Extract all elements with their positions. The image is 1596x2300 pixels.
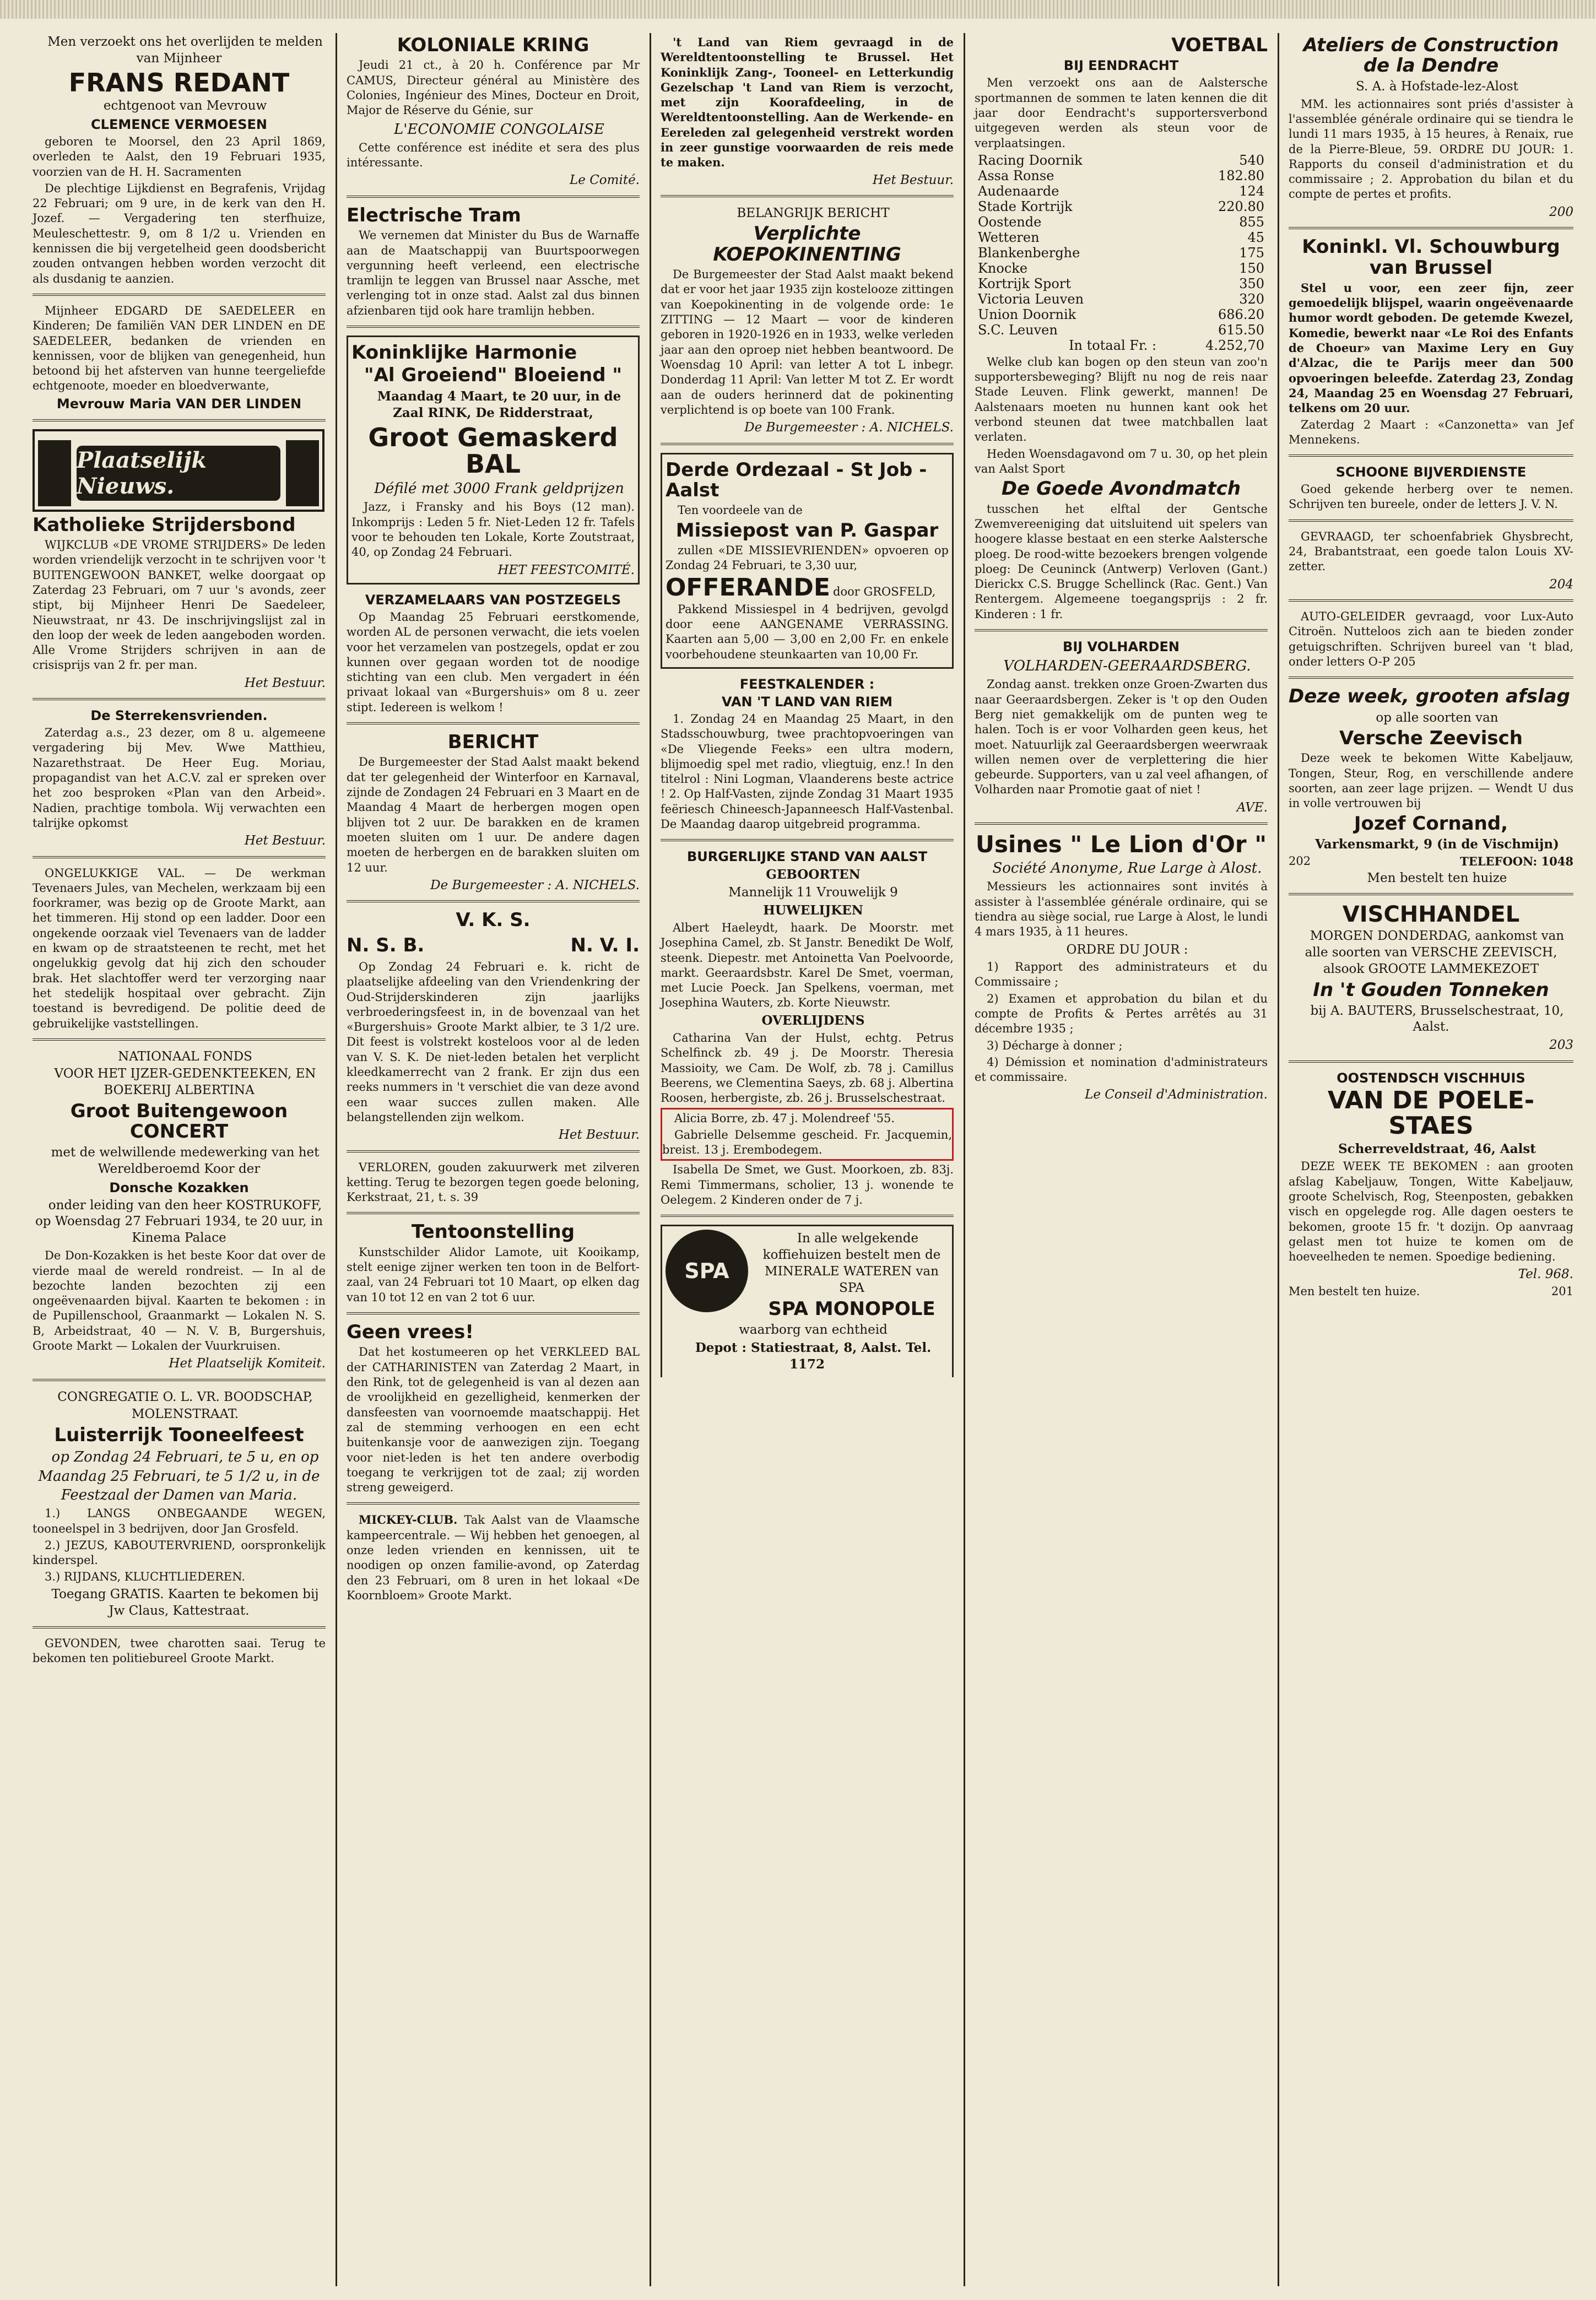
verloren-text: VERLOREN, gouden zakuurwerk met zilveren ketting. Terug te bezorgen tegen goede beloning, Kerkstraat, 21, t. s. 39 [347,1160,640,1204]
support-row [975,168,1268,183]
ateliers-title: Ateliers de Construction de la Dendre [1303,34,1559,77]
kring-topic: L'ECONOMIE CONGOLAISE [394,121,604,138]
volharden [975,639,1268,825]
hl-line: Alicia Borre, zb. 47 j. Molendreef '55. [674,1111,895,1125]
club-name: Union Doornik [978,306,1076,322]
spouse-line: echtgenoot van Mevrouw [103,99,267,113]
concert-sub: met de welwillende medewerking van het Wereldberoemd Koor der [51,1145,320,1176]
support-row [975,322,1268,338]
column-2 [339,33,647,2286]
total-row [975,338,1268,353]
riem-sig: Het Bestuur. [872,172,954,187]
volh-sub: VOLHARDEN-GEERAARDSBERG. [1003,658,1251,675]
vischhandel [1289,903,1573,1062]
vks-text: Op Zondag 24 Februari e. k. richt de plaatselijke afdeeling van den Vriendenkring der Oud-Strijderskinderen zijn jaarlijks verbroederingsfeest in, in de bovenzaal van het «Burgershuis» Groote Markt albier, te 3 1/2 ure. Dit feest is volstrekt kosteloos voor al de leden van V. S. K. De niet-leden betalen het verplicht kleedkamerrecht van 2 frank. Er zijn dus een reeks nummers in 't verschiet die van deze avond een waar succes zullen maken. Alle belangstellenden zijn welkom. [347,960,640,1124]
usines-item: 3) Décharge à donner ; [987,1038,1123,1052]
cornand-row [1289,854,1573,869]
tram-title: Electrische Tram [347,204,521,226]
kozakken-sub: onder leiding van den heer KOSTRUKOFF, op Woensdag 27 Februari 1934, te 20 uur, in Kinema Palace [35,1198,323,1246]
bericht-text: De Burgemeester der Stad Aalst maakt bekend dat ter gelegenheid der Winterfoor en Karnaval, zijnde de Zondagen 24 Februari en 3 Maart en de Maandag 4 Maart de herbergen mogen open blijven tot 2 uur. De barakken en de kramen moeten sluiten om 1 uur. De andere dagen moeten de herbergen en de barakken sluiten om 12 uur. [347,755,640,874]
koepok-sig: De Burgemeester : A. NICHELS. [744,420,954,435]
avond-text: Heden Woensdagavond om 7 u. 30, op het plein van Aalst Sport [975,447,1268,475]
club-name: Racing Doornik [978,152,1083,168]
feest-title: FEESTKALENDER : [739,676,875,692]
belang: BELANGRIJK BERICHT [737,206,890,221]
feest-text: 1. Zondag 24 en Maandag 25 Maart, in den Stadsschouwburg, twee prachtopvoeringen van «De Vliegende Feeks» een ultra modern, blijmoedig spel met radio, vliegtuig, enz.! In den titelrol : Nini Logman, Vlaanderens beste actrice ! 2. Op Half-Vasten, zijnde Zondag 31 Maart 1935 feëriesch Chineesch-Japanneesch Half-Vastenbal. De Maandag daarop uitgebreid programma. [661,712,954,831]
usines-text: Messieurs les actionnaires sont invités à assister à l'assemblée générale ordinaire, qui se tiendra au siège social, rue Large à Alost, le lundi 4 mars 1935, à 11 heures. [975,880,1268,939]
vks-sig: Het Bestuur. [558,1128,640,1143]
visch-title: Versche Zeevisch [1339,727,1523,749]
club-amount: 350 [1239,275,1264,291]
deceased-name: FRANS REDANT [68,67,290,98]
congr-2: MOLENSTRAAT. [131,1407,239,1422]
cornand-name: Jozef Cornand, [1354,812,1508,835]
concert-ad [33,1048,326,1381]
tooneel-item: 1.) LANGS ONBEGAANDE WEGEN, tooneelspel in 3 bedrijven, door Jan Grosfeld. [33,1507,326,1535]
club-name: Victoria Leuven [978,291,1084,307]
column-1 [25,33,333,2286]
tooneel-item: 2.) JEZUS, KABOUTERVRIEND, oorspronkelijk kinderspel. [33,1538,326,1567]
derde-title: Derde Ordezaal - St Job - Aalst [666,458,927,501]
tonneken: In 't Gouden Tonneken [1313,979,1549,1002]
missie-text: zullen «DE MISSIEVRIENDEN» opvoeren op Zondag 24 Februari, te 3,30 uur, [666,543,949,572]
column-4 [967,33,1275,2286]
sterrekensvrienden [33,708,326,858]
tram-text: We vernemen dat Minister du Bus de Warnaffe aan de Maatschappij van Buurtspoorwegen vergunning heeft verleend, een electrische tramlijn te leggen van Brussel naar Assche, met verlenging tot in onze stad. Aalst zal dus binnen afzienbaren tijd ook hare tramlijn hebben. [347,229,640,317]
harm-date: Maandag 4 Maart, te 20 uur, in de Zaal RINK, De Ridderstraat, [377,388,621,421]
kring-text: Jeudi 21 ct., à 20 h. Conférence par Mr CAMUS, Directeur général au Ministère des Colonies, Ingénieur des Mines, Docteur en Droit, Major de Réserve du Génie, sur [347,58,640,117]
ateliers-text: MM. les actionnaires sont priés d'assister à l'assemblée générale ordinaire qui se tiendra le lundi 11 mars 1935, à 15 heures, à Renaix, rue de la Pierre-Bleue, 59. ORDRE DU JOUR: 1. Rapports du conseil d'administration et du commissaire ; 2. Approbation du bilan et du compte de pertes et profits. [1289,97,1573,201]
derde-ordezaal [661,453,954,669]
kath-text: WIJKCLUB «DE VROME STRIJDERS» De leden worden vriendelijk verzocht in te schrijven voor 't BUITENGEWOON BANKET, welke doorgaat op Zaterdag 23 Februari, om 7 uur 's avonds, zeer stipt, bij Mijnheer Henri De Saedeleer, Nieuwstraat, nr 43. De inschrijvingslijst zal in den loop der week de leden aangeboden worden. Alle Vrome Strijders schrijven in aan de crisisprijs van 2 fr. per man. [33,538,326,672]
gevraagd-text: GEVRAAGD, ter schoenfabriek Ghysbrecht, 24, Brabantstraat, een goede talon Louis XV-zetter. [1289,529,1573,573]
spa-depot: Depot : Statiestraat, 8, Aalst. Tel. 1172 [695,1340,932,1372]
kath-sig: Het Bestuur. [244,675,326,690]
concert-title: Groot Buitengewoon CONCERT [70,1100,288,1143]
bal-text: Jazz, i Fransky and his Boys (12 man). Inkomprijs : Leden 5 fr. Niet-Leden 12 fr. Tafels voor te behouden ten Lokale, Korte Zoutstraat, 40, op Zondag 24 Februari. [351,500,635,559]
notice-intro: Men verzoekt ons het overlijden te melden van Mijnheer [47,35,323,66]
bal-sig: HET FEESTCOMITÉ. [497,562,635,577]
volh-title: BIJ VOLHARDEN [1063,639,1180,655]
overlijdens: OVERLIJDENS [761,1013,865,1028]
schouwburg [1289,237,1573,457]
volh-sig: AVE. [1236,800,1268,815]
bijverd-title: SCHOONE BIJVERDIENSTE [1335,464,1527,480]
feest-sub: VAN 'T LAND VAN RIEM [722,694,892,710]
concert-sig: Het Plaatselijk Komiteit. [169,1356,326,1371]
koepokinenting [661,205,954,445]
week-title: Deze week, grooten afslag [1289,685,1570,708]
verloren [347,1160,640,1215]
cornand-end: Men bestelt ten huize [1367,870,1507,885]
club-name: Wetteren [978,229,1040,245]
kring-end: Cette conférence est inédite et sera des plus intéressante. [347,140,640,170]
ongelukkige-val [33,866,326,1041]
koepok-text: De Burgemeester der Stad Aalst maakt bekend dat er voor het jaar 1935 zijn kostelooze zittingen van Koepokinenting in de volgende orde: 1e ZITTING — 12 Maart — voor de kinderen geboren in 1920-1926 en in 1933, welke verleden jaar aan den oproep niet hebben beantwoord. De Woensdag 10 April: van letter A tot L inbegr. Donderdag 11 April: Van letter M tot Z. Er wordt aan de ouders herinnerd dat de pokinenting verplichtend is op boete van 100 Frank. [661,268,954,416]
huwelijken: HUWELIJKEN [763,902,863,918]
tentoonstelling [347,1222,640,1314]
ongeluk-text: ONGELUKKIGE VAL. — De werkman Tevenaers Jules, van Mechelen, werkzaam bij een foorkramer, was bezig op de Groote Markt, aan het timmeren. Hij stond op een ladder. Door een ongekende oorzaak viel Tevenaers van de ladder en kwam op de straatsteenen te recht, met het ongelukkig gevolg dat hij zich den schouder brak. Het slachtoffer werd ter verzorging naar het stedelijk hospitaal over gebracht. Zijn toestand is bevredigend. De politie deed de gebruikelijke vaststellingen. [33,866,326,1030]
burg-title: BURGERLIJKE STAND VAN AALST [686,849,928,865]
bijverdienste [1289,464,1573,522]
bericht-title: BERICHT [447,731,539,754]
club-amount: 45 [1247,229,1264,245]
support-row [975,214,1268,230]
bericht [347,732,640,902]
voetbal-sub: BIJ EENDRACHT [1063,58,1179,74]
overl-text: Catharina Van der Hulst, echtg. Petrus Schelfinck zb. 49 j. De Moorstr. Theresia Massioity, we Cam. De Wolf, zb. 78 j. Camillus Beerens, we Clementina Saeys, zb. 68 j. Albertina Roosen, herbergiste, zb. 26 j. Brusselschestraat. [661,1031,954,1105]
huw-text: Albert Haeleydt, haark. De Moorstr. met Josephina Camel, zb. St Janstr. Benedikt De Wolf, steenk. Diepestr. met Antoinetta Van Poelvoorde, markt. Geeraardsbstr. Karel De Smet, voerman, met Lucie Poeck. Jan Spelkens, voerman, met Josephina Wauters, zb. Korte Nieuwstr. [661,921,954,1010]
spa-ad [661,1225,954,1377]
club-name: S.C. Leuven [978,322,1058,338]
post-title: VERZAMELAARS VAN POSTZEGELS [365,592,621,608]
club-amount: 220.80 [1218,198,1264,214]
death-notice [33,34,326,296]
support-row [975,245,1268,261]
support-row [975,276,1268,291]
koepok-title: Verplichte KOEPOKINENTING [713,223,901,266]
week-sub: op alle soorten van [1376,710,1498,725]
club-name: Knocke [978,260,1028,276]
geboorten: GEBOORTEN [766,867,861,883]
hl-line: Gabrielle Delsemme gescheid. Fr. Jacquemin, breist. 13 j. Erembodegem. [662,1128,952,1157]
postzegels [347,592,640,724]
poele-head: OOSTENDSCH VISCHHUIS [1337,1070,1525,1086]
spa-text: In alle welgekende koffiehuizen bestelt men de MINERALE WATEREN van SPA [762,1231,941,1295]
club-amount: 855 [1239,214,1264,230]
missie-title: Missiepost van P. Gaspar [675,519,939,542]
tonneken-addr: bij A. BAUTERS, Brusselschestraat, 10, Aalst. [1310,1003,1564,1035]
auto-geleider [1289,609,1573,679]
congr-1: CONGREGATIE O. L. VR. BOODSCHAP, [57,1389,313,1404]
burgerlijke-stand [661,849,954,1217]
spa-brand: SPA MONOPOLE [768,1297,935,1320]
club-amount: 182.80 [1218,167,1264,183]
vks-row [347,933,640,958]
tent-text: Kunstschilder Alidor Lamote, uit Kooikamp, stelt eenige zijner werken ten toon in de Belfort-zaal, van 24 Februari tot 10 Maart, op elken dag van 10 tot 12 en van 2 tot 6 uur. [347,1245,640,1304]
gevraagd-num: 204 [1549,577,1573,592]
usines-item: 2) Examen et approbation du bilan et du compte de Profits & Pertes arrêtés au 31 décembre 1935 ; [975,992,1268,1036]
club-amount: 124 [1239,183,1264,199]
poele-num: 201 [1551,1284,1573,1298]
column-rule [336,33,337,2286]
voetbal-more: Welke club kan bogen op den steun van zoo'n supportersbeweging? Blijft nu nog de reis naar Stade Leuven. Flink gewerkt, mannen! De Aalstenaars moeten nu hunnen kant ook het verbond steunen dat twee matchballen laat verlaten. [975,355,1268,444]
usines-sig: Le Conseil d'Administration. [1085,1087,1268,1102]
logo-text: Plaatselijk Nieuws. [77,447,207,499]
gebo-counts: Mannelijk 11 Vrouwelijk 9 [728,885,898,900]
offerande-by: door GROSFELD, [833,585,936,598]
kring-sig: Le Comité. [570,173,640,188]
cornand-addr: Varkensmarkt, 9 (in de Vischmijn) [1315,836,1559,852]
tooneel-sub: op Zondag 24 Februari, te 5 u, en op Maandag 25 Februari, te 5 1/2 u, in de Feestzaal der Damen van Maria. [38,1449,320,1503]
club-amount: 540 [1239,152,1264,168]
club-amount: 175 [1239,245,1264,261]
ster-text: Zaterdag a.s., 23 dezer, om 8 u. algemeene vergadering bij Mev. Wwe Matthieu, Nazarethstraat. De Heer Eug. Moriau, propagandist van het A.C.V. zal er spreken over het zoo besproken «Plan van den Arbeid». Nadien, prachtige tombola. Wij verwachten een talrijke opkomst [33,726,326,830]
bericht-sig: De Burgemeester : A. NICHELS. [430,878,640,892]
mickey-club [347,1512,640,1610]
usines-item: 1) Rapport des administrateurs et du Commissaire ; [975,960,1268,989]
voetbal-text: Men verzoekt ons aan de Aalstersche sportmannen de sommen te laten kennen die dit jaar door Eendracht's supportersverbond uitgegeven werden als steun voor de verplaatsingen. [975,76,1268,150]
total-label: In totaal Fr. : [1069,337,1157,353]
tooneel-item: 3.) RIJDANS, KLUCHTLIEDEREN. [45,1570,245,1584]
poele-tel: Tel. 968. [1518,1267,1573,1282]
support-table [975,153,1268,353]
kozakken: Donsche Kozakken [109,1179,249,1195]
dates: geboren te Moorsel, den 23 April 1869, overleden te Aalst, den 19 Februari 1935, voorzien van de H. H. Sacramenten [33,134,326,178]
column-rule [964,33,965,2286]
electrische-tram [347,205,640,328]
club-name: Kortrijk Sport [978,275,1071,291]
support-row [975,261,1268,276]
support-row [975,153,1268,168]
schouw-title: Koninkl. Vl. Schouwburg van Brussel [1302,236,1560,279]
mickey-title: MICKEY-CLUB. [359,1513,458,1527]
kath-strijdersbond [33,515,326,700]
derde-sub: Ten voordeele van de [678,504,803,517]
ster-title: De Sterrekensvrienden. [90,708,268,724]
tooneel-title: Luisterrijk Tooneelfeest [54,1424,304,1446]
poele-title: VAN DE POELE-STAES [1327,1086,1535,1140]
tonneken-num: 203 [1549,1038,1573,1053]
column-5 [1281,33,1581,2286]
land-van-riem [661,35,954,197]
thanks-name: Mevrouw Maria VAN DER LINDEN [56,396,302,412]
column-rule [650,33,651,2286]
riem-text: 't Land van Riem gevraagd in de Wereldtentoonstelling te Brussel. Het Koninklijk Zang-, Tooneel- en Letterkundig Gezelschap 't Land van Riem is verzocht, met zijn Koorafdeeling, in de Wereldtentoonstelling. Aan de Werkende- en Eereleden zal gelegenheid verstrekt worden in zeer gunstige voorwaarden de reis mede te maken. [661,35,954,170]
spouse-name: CLEMENCE VERMOESEN [91,116,267,132]
support-row [975,230,1268,245]
tooneelfeest [33,1389,326,1628]
support-row [975,307,1268,322]
concert-text: De Don-Kozakken is het beste Koor dat over de vierde maal de wereld rondreist. — In al de bezochte landen bezochten zij een ongeëvenaarden bijval. Kaarten te bekomen : in de Pupillenschool, Graanmarkt — Lokalen N. S. B, Arbeidstraat, 40 — N. V. B, Burgershuis, Groote Markt — Lokalen der Vuurkruisen. [33,1249,326,1352]
club-amount: 686.20 [1218,306,1264,322]
thanks-text: Mijnheer EDGARD DE SAEDELEER en Kinderen; De familiën VAN DER LINDEN en DE SAEDELEER, bedanken de vrienden en kennissen, voor de blijken van genegenheid, hun betoond bij het afsterven van hunne teergeliefde echtgenoote, moeder en bloedverwante, [33,304,326,393]
total-value: 4.252,70 [1205,337,1264,353]
gevraagd [1289,529,1573,602]
column-rule [1278,33,1279,2286]
schouw-text: Stel u voor, een zeer fijn, zeer gemoedelijk blijspel, waarin ongeëvenaarde humor wordt geboden. De getemde Kwezel, Komedie, bewerkt naar «Le Roi des Enfants de Choeur» van Maxime Lery en Guy d'Alzac, die te Parijs meer dan 500 opvoeringen beleefde. Zaterdag 23, Zondag 24, Maandag 25 en Woensdag 27 Februari, telkens om 20 uur. [1289,280,1573,415]
nvi: N. V. I. [570,934,640,956]
usines-item: 4) Démission et nomination d'administrateurs et commissaire. [975,1055,1268,1084]
cornand-tel: TELEFOON: 1048 [1460,854,1573,869]
harm-name: "Al Groeiend" Bloeiend " [364,364,623,387]
poele-end: Men bestelt ten huize. [1289,1284,1420,1298]
club-name: Blankenberghe [978,245,1080,261]
tooneel-end: Toegang GRATIS. Kaarten te bekomen bij Jw Claus, Kattestraat. [51,1587,319,1618]
club-name: Audenaarde [978,183,1059,199]
ateliers-num: 200 [1549,204,1573,219]
harmonie-ad [347,335,640,585]
club-name: Stade Kortrijk [978,198,1073,214]
club-amount: 150 [1239,260,1264,276]
nsb: N. S. B. [347,934,425,956]
cornand-ad [1289,686,1573,895]
poele-row [1289,1284,1573,1299]
kring-title: KOLONIALE KRING [397,34,589,56]
vks [347,910,640,1152]
visch-text: Deze week te bekomen Witte Kabeljauw, Tongen, Steur, Rog, en verschillende andere soorten, aan zeer lage prijzen. — Wendt U dus in volle vertrouwen bij [1289,751,1573,810]
avond-title: De Goede Avondmatch [1001,478,1241,500]
usines-odj: ORDRE DU JOUR : [1066,942,1188,957]
ateliers-dendre [1289,35,1573,229]
poele-addr: Scherreveldstraat, 46, Aalst [1338,1141,1536,1157]
feestkalender [661,677,954,841]
column-3 [653,33,961,2286]
poele-staes [1289,1070,1573,1305]
offerande: OFFERANDE [666,573,830,602]
support-row [975,183,1268,199]
cornand-num: 202 [1289,854,1311,868]
geen-text: Dat het kostumeeren op het VERKLEED BAL der CATHARINISTEN van Zaterdag 2 Maart, in den Rink, tot de gelegenheid is van al dezen aan de vroolijkheid en gezelligheid, kenmerken der dansfeesten van voornoemde maatschappij. Het zal de stemming verhoogen en een echt buitenkansje voor de aanwezigen zijn. Toegang voor niet-leden is het ten andere overbodig toegang te verkrijgen tot de zaal; zij worden streng geweigerd. [347,1345,640,1495]
kath-title: Katholieke Strijdersbond [33,513,296,536]
fonds-1: NATIONAAL FONDS [118,1049,252,1064]
post-text: Op Maandag 25 Februari eerstkomende, worden AL de personen verwacht, die iets voelen voor het verzamelen van postzegels, opdat er zou kunnen over gegaan worden tot de noodige stichting van een club. Men vergadert in één privaat lokaal van «Burgershuis» om 8 u. zeer stipt. Iedereen is welkom ! [347,610,640,714]
avond-more: tusschen het elftal der Gentsche Zwemvereeniging dat uitsluitend uit spelers van hoogere klasse bestaat en een sterke Aalstersche ploeg. De rood-witte bezoekers brengen volgende ploeg: De Ceuninck (Antwerp) Verloven (Gant.) Dierickx C.S. Brugge Schellinck (Rac. Gent.) Van Rentergem. Algemeene toegangsprijs : 2 fr. Kinderen : 1 fr. [975,502,1268,621]
koloniale-kring [347,35,640,198]
usines-sub: Société Anonyme, Rue Large à Alost. [992,860,1262,877]
club-name: Assa Ronse [978,167,1054,183]
mickey-text: Tak Aalst van de Vlaamsche kampeercentrale. — Wij hebben het genoegen, al onze leden vrienden en kennissen, uit te noodigen op onzen familie-avond, op Zaterdag den 23 Februari, om 8 uren in het lokaal «De Koornbloem» Groote Markt. [347,1513,640,1602]
ateliers-sub: S. A. à Hofstade-lez-Alost [1356,79,1518,94]
volh-text: Zondag aanst. trekken onze Groen-Zwarten dus naar Geeraardsbergen. Zeker is 't op den Ouden Berg niet gemakkelijk om de punten weg te halen. Toch is er voor Volharden geen keus, het moet. Natuurlijk zal Geeraardsbergen weerwraak willen nemen over de verplettering die hier gebeurde. Supporters, van u zal veel afhangen, of Volharden naar Promotie gaat of niet ! [975,678,1268,797]
fonds-2: VOOR HET IJZER-GEDENKTEEKEN, EN BOEKERIJ ALBERTINA [54,1067,316,1098]
gevonden: GEVONDEN, twee charotten saai. Terug te bekomen ten politiebureel Groote Markt. [33,1636,326,1665]
vks-title: V. K. S. [456,909,531,932]
highlighted-entry [661,1108,954,1161]
thanks-notice [33,304,326,421]
poele-text: DEZE WEEK TE BEKOMEN : aan grooten afslag Kabeljauw, Tongen, Witte Kabeljauw, groote Schelvisch, Rog, Steenposten, gebakken visch en opgelegde rog. Alle dagen oesters te bekomen, groote 15 fr. 't dozijn. Op aanvraag gelast men tot huize te komen om de hoeveelheden te nemen. Spoedige bediening. [1289,1160,1573,1264]
bijverd-text: Goed gekende herberg over te nemen. Schrijven ten bureele, onder de letters J. V. N. [1289,483,1573,511]
usines-title: Usines " Le Lion d'Or " [975,831,1267,858]
ceremony: De plechtige Lijkdienst en Begrafenis, Vrijdag 22 Februari; om 9 ure, in de kerk van den H. Jozef. — Vergadering ten sterfhuize, Meuleschettestr. 9, om 8 1/2 u. Vrienden en kennissen die bij vergetelheid geen doodsbericht zouden ontvangen hebben worden verzocht dit als dusdanig te aanzien. [33,181,326,285]
auto-text: AUTO-GELEIDER gevraagd, voor Lux-Auto Citroën. Nutteloos zich aan te bieden zonder getuigschriften. Schrijven bureel van 't blad, onder letters O-P 205 [1289,610,1573,668]
tent-title: Tentoonstelling [411,1221,575,1243]
vischh-text: MORGEN DONDERDAG, aankomst van alle soorten van VERSCHE ZEEVISCH, alsook GROOTE LAMMEKEZOET [1305,929,1565,977]
plaatselijk-nieuws-logo [33,429,326,512]
voetbal-title: VOETBAL [1171,34,1268,56]
geen-title: Geen vrees! [347,1321,474,1344]
lion-dor [975,832,1268,1110]
overl-end: Isabella De Smet, we Gust. Moorkoen, zb. 83j. Remi Timmermans, scholier, 13 j. wonende te Oelegem. 2 Kinderen onder de 7 j. [661,1163,954,1207]
voetbal [975,35,1268,631]
offerande-text: Pakkend Missiespel in 4 bedrijven, gevolgd door eene AANGENAME VERRASSING. Kaarten aan 5,00 — 3,00 en 2,00 Fr. en enkele voorbehoudene steunkaarten van 10,00 Fr. [666,602,949,661]
support-row [975,199,1268,214]
bal-title: Groot Gemaskerd BAL [368,422,618,479]
spa-sub: waarborg van echtheid [739,1323,888,1338]
spa-logo: SPA [666,1230,748,1312]
club-amount: 320 [1239,291,1264,307]
schouw-end: Zaterdag 2 Maart : «Canzonetta» van Jef Mennekens. [1289,418,1573,446]
torn-top-edge [0,0,1596,19]
club-name: Oostende [978,214,1042,230]
club-amount: 615.50 [1218,322,1264,338]
support-row [975,291,1268,307]
ster-sig: Het Bestuur. [244,834,326,848]
bal-sub: Défilé met 3000 Frank geldprijzen [374,480,624,497]
vischh-title: VISCHHANDEL [1342,902,1520,928]
geen-vrees [347,1322,640,1505]
harm-title: Koninklijke Harmonie [351,342,577,364]
